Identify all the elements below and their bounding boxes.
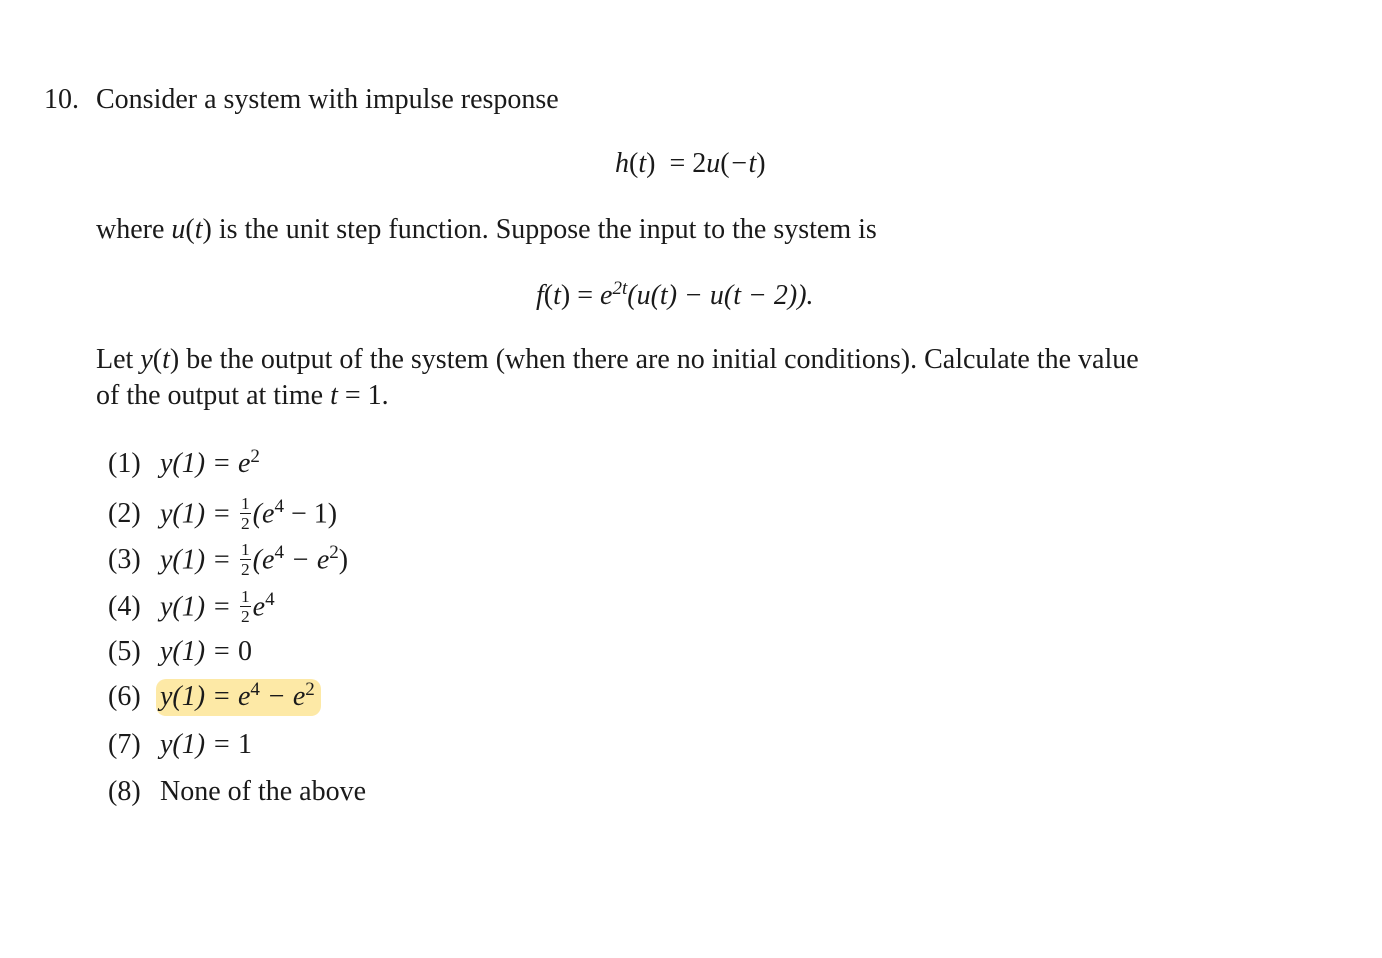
eq1-equals: = (662, 148, 693, 179)
option-text: None of the above (160, 776, 367, 807)
eq2-paren-close: ) (560, 280, 571, 311)
option-rhs: e (237, 681, 251, 712)
let-var: t (162, 344, 170, 375)
option-lhs: y(1) = (160, 681, 231, 712)
option-number: (7) (108, 729, 141, 760)
fraction-numerator: 1 (240, 494, 250, 513)
option-number: (6) (108, 681, 141, 712)
where-paren-close: ) (202, 214, 212, 245)
fraction-denominator: 2 (240, 560, 250, 580)
eq1-var: t (638, 148, 647, 179)
option-exp: 2 (250, 445, 260, 467)
option-rhs: 1 (237, 729, 252, 760)
eq2-rest: (u(t) − u(t − 2)). (627, 280, 814, 311)
option-rhs: 0 (237, 636, 252, 667)
let-paren-open: ( (152, 344, 163, 375)
option-lhs: y(1) = (160, 636, 231, 667)
eq1-rhs-paren-close: ) (756, 148, 766, 179)
option-number: (3) (108, 544, 141, 576)
problem-number: 10. (44, 84, 79, 115)
option-tail: − e (259, 681, 306, 712)
option-fraction (240, 495, 251, 533)
line2-pre: of the output at time (96, 380, 331, 411)
fraction-denominator: 2 (240, 514, 250, 534)
eq1-paren-close: ) (646, 148, 656, 179)
option-6[interactable] (108, 678, 321, 712)
option-exp: 4 (274, 495, 284, 517)
option-rhs: (e (252, 544, 275, 576)
option-number: (1) (108, 448, 141, 479)
option-lhs: y(1) = (160, 448, 231, 479)
option-number: (4) (108, 591, 141, 623)
where-fn: u (171, 214, 186, 245)
where-pre: where (96, 214, 172, 245)
eq2-equals: = (570, 280, 601, 311)
option-exp: 4 (274, 541, 284, 563)
let-fn: y (140, 344, 153, 375)
eq1-fn: h (615, 148, 629, 179)
option-3[interactable] (108, 540, 349, 581)
problem-header (44, 86, 559, 114)
option-lhs: y(1) = (160, 729, 231, 760)
option-number: (5) (108, 636, 141, 667)
eq2-var: t (553, 280, 561, 311)
eq1-paren-open: ( (629, 148, 639, 179)
let-post: be the output of the system (when there are no initial conditions). Calculate the value (179, 344, 1139, 375)
eq2-base: e (600, 280, 613, 311)
where-var: t (194, 214, 203, 245)
equation-impulse-response (615, 150, 766, 178)
fraction-denominator: 2 (240, 607, 250, 627)
option-rhs: e (237, 448, 251, 479)
let-pre: Let (96, 344, 141, 375)
option-tail: − e (283, 544, 330, 576)
option-lhs: y(1) = (160, 544, 231, 576)
fraction-numerator: 1 (240, 540, 250, 559)
option-exp: 4 (265, 588, 275, 610)
option-exp: 4 (250, 678, 260, 700)
option-2[interactable] (108, 494, 338, 535)
option-exp-2: 2 (305, 678, 315, 700)
option-exp-2: 2 (329, 541, 339, 563)
option-4[interactable] (108, 587, 275, 628)
option-7[interactable] (108, 731, 252, 759)
option-tail: − 1) (283, 498, 338, 530)
option-lhs: y(1) = (160, 591, 231, 623)
option-lhs: y(1) = (160, 498, 231, 530)
eq2-fn: f (536, 280, 544, 311)
option-tail-2: ) (338, 544, 349, 576)
option-fraction (240, 541, 251, 579)
let-line-1 (96, 346, 1139, 374)
eq1-rhs-paren-open: ( (720, 148, 730, 179)
where-paren-open: ( (185, 214, 195, 245)
eq1-coef: 2 (692, 148, 707, 179)
option-rhs: (e (252, 498, 275, 530)
option-5[interactable] (108, 638, 252, 666)
let-line-2 (96, 382, 389, 410)
option-rhs: e (252, 591, 266, 623)
equation-input (536, 277, 814, 311)
line2-var: t (330, 380, 338, 411)
eq2-exponent: 2t (612, 277, 628, 299)
problem-intro: Consider a system with impulse response (96, 84, 559, 115)
let-paren-close: ) (169, 344, 180, 375)
where-line (96, 216, 877, 244)
eq1-rhs-fn: u (706, 148, 721, 179)
selected-answer-highlight (156, 679, 321, 716)
where-post: is the unit step function. Suppose the input to the system is (211, 214, 877, 245)
option-1[interactable] (108, 445, 260, 479)
line2-post: = 1. (337, 380, 389, 411)
eq2-paren-open: ( (543, 280, 554, 311)
fraction-numerator: 1 (240, 587, 250, 606)
eq1-rhs-arg: −t (729, 148, 757, 179)
option-number: (2) (108, 498, 141, 530)
option-8[interactable] (108, 778, 366, 806)
option-fraction (240, 588, 251, 626)
option-number: (8) (108, 776, 141, 807)
